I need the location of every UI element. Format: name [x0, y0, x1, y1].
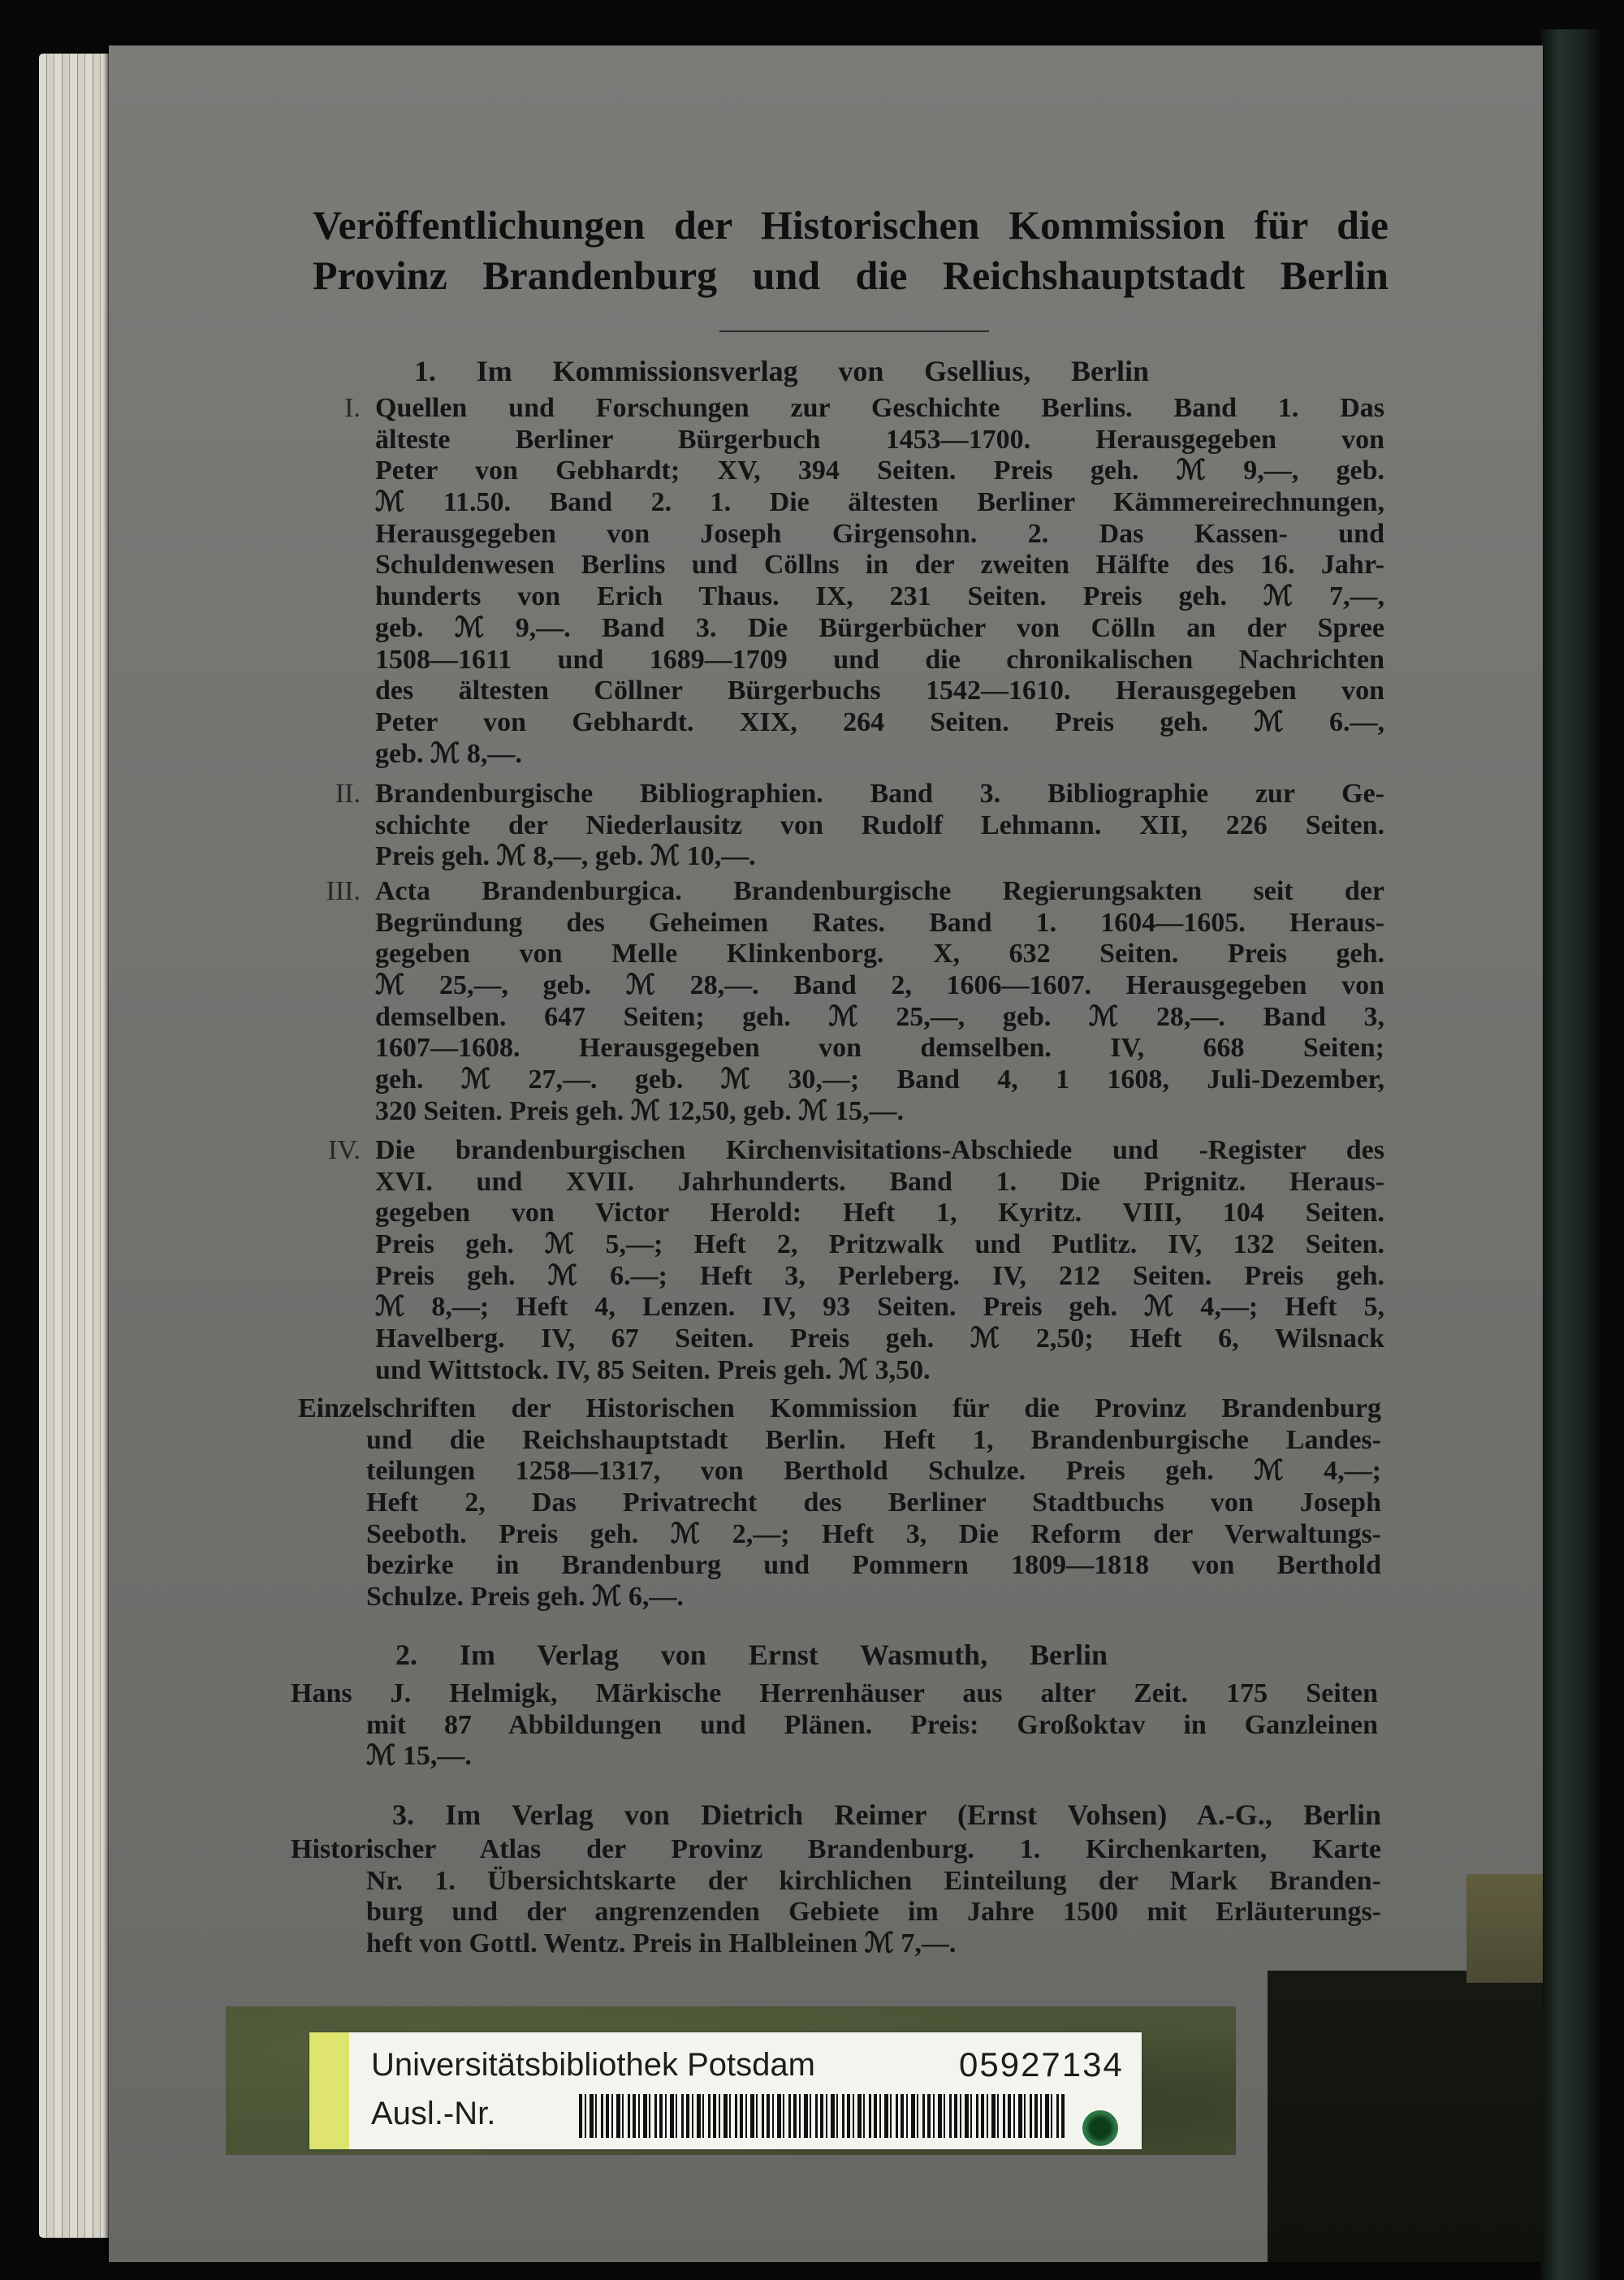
text-line: Quellen und Forschungen zur Geschichte Berlins. Band 1. Das: [375, 393, 1384, 423]
catalog-number: 05927134: [959, 2045, 1124, 2084]
spine-binding: [1541, 29, 1600, 2280]
text-line: schichte der Niederlausitz von Rudolf Lehmann. XII, 226 Seiten.: [375, 810, 1384, 840]
text-line: des ältesten Cöllner Bürgerbuchs 1542—1610. Herausgegeben von: [375, 676, 1384, 706]
text-line: Die brandenburgischen Kirchenvisitations-Abschiede und -Register des: [375, 1135, 1384, 1165]
text-line: Herausgegeben von Joseph Girgensohn. 2. Das Kassen- und: [375, 518, 1384, 549]
historischer-atlas-entry: [291, 1834, 1381, 1960]
text-line: hunderts von Erich Thaus. IX, 231 Seiten. Preis geh. ℳ 7,—,: [375, 581, 1384, 612]
text-line: Seeboth. Preis geh. ℳ 2,—; Heft 3, Die Reform der Verwaltungs-: [366, 1518, 1381, 1549]
text-line: burg und der angrenzenden Gebiete im Jahre 1500 mit Erläuterungs-: [366, 1897, 1381, 1928]
text-line: Preis geh. ℳ 6.—; Heft 3, Perleberg. IV, 212 Seiten. Preis geh.: [375, 1260, 1384, 1291]
series-title-line-2: Provinz Brandenburg und die Reichshauptstadt Berlin: [313, 253, 1389, 298]
publisher-heading-3-text: 3. Im Verlag von Dietrich Reimer (Ernst Vohsen) A.-G., Berlin: [392, 1799, 1381, 1831]
text-line: ℳ 8,—; Heft 4, Lenzen. IV, 93 Seiten. Preis geh. ℳ 4,—; Heft 5,: [375, 1292, 1384, 1323]
barcode-icon: [579, 2094, 1065, 2138]
helmigk-entry: [291, 1678, 1378, 1773]
text-line: Preis geh. ℳ 5,—; Heft 2, Pritzwalk und Putlitz. IV, 132 Seiten.: [375, 1229, 1384, 1260]
text-line: Schulze. Preis geh. ℳ 6,—.: [366, 1582, 684, 1613]
text-line: teilungen 1258—1317, von Berthold Schulze. Preis geh. ℳ 4,—;: [366, 1456, 1381, 1487]
text-line: und Wittstock. IV, 85 Seiten. Preis geh. ℳ 3,50.: [375, 1354, 931, 1385]
text-line: heft von Gottl. Wentz. Preis in Halbleinen ℳ 7,—.: [366, 1928, 957, 1959]
text-line: geb. ℳ 8,—.: [375, 738, 522, 769]
text-line: geb. ℳ 9,—. Band 3. Die Bürgerbücher von Cölln an der Spree: [375, 612, 1384, 643]
series-entry-iv: [328, 1135, 1384, 1387]
text-line: Peter von Gebhardt; XV, 394 Seiten. Preis geh. ℳ 9,—, geb.: [375, 456, 1384, 486]
series-entry-i: [344, 393, 1384, 770]
text-line: gegeben von Victor Herold: Heft 1, Kyritz. VIII, 104 Seiten.: [375, 1198, 1384, 1229]
text-line: Heft 2, Das Privatrecht des Berliner Stadtbuchs von Joseph: [366, 1488, 1381, 1518]
series-numeral: II.: [335, 779, 361, 809]
text-line: gegeben von Melle Klinkenborg. X, 632 Seiten. Preis geh.: [375, 939, 1384, 969]
text-line: 1607—1608. Herausgegeben von demselben. IV, 668 Seiten;: [375, 1033, 1384, 1064]
tape-strip: [1466, 1874, 1543, 1983]
series-numeral: I.: [344, 393, 361, 423]
series-title-line-1: Veröffentlichungen der Historischen Kommission für die: [313, 202, 1389, 248]
text-line: bezirke in Brandenburg und Pommern 1809—1818 von Berthold: [366, 1550, 1381, 1581]
label-color-strip: [309, 2032, 349, 2149]
text-line: 1508—1611 und 1689—1709 und die chronikalischen Nachrichten: [375, 644, 1384, 675]
publisher-heading-3: [392, 1799, 1381, 1831]
text-line: älteste Berliner Bürgerbuch 1453—1700. Herausgegeben von: [375, 424, 1384, 455]
text-line: Begründung des Geheimen Rates. Band 1. 1604—1605. Heraus-: [375, 907, 1384, 938]
text-line: Nr. 1. Übersichtskarte der kirchlichen Einteilung der Mark Branden-: [366, 1865, 1381, 1896]
publisher-heading-2-text: 2. Im Verlag von Ernst Wasmuth, Berlin: [395, 1639, 1108, 1671]
publisher-heading-1: [414, 356, 1149, 387]
library-label: [309, 2032, 1142, 2149]
text-line: XVI. und XVII. Jahrhunderts. Band 1. Die Prignitz. Heraus-: [375, 1166, 1384, 1197]
text-line: 320 Seiten. Preis geh. ℳ 12,50, geb. ℳ 15,—.: [375, 1095, 904, 1126]
series-numeral: III.: [326, 876, 361, 906]
dark-corner-patch: [1268, 1971, 1543, 2262]
series-title: [313, 200, 1389, 300]
text-line: ℳ 25,—, geb. ℳ 28,—. Band 2, 1606—1607. Herausgegeben von: [375, 970, 1384, 1001]
text-line: Historischer Atlas der Provinz Brandenburg. 1. Kirchenkarten, Karte: [291, 1834, 1381, 1864]
text-line: Brandenburgische Bibliographien. Band 3. Bibliographie zur Ge-: [375, 779, 1384, 809]
text-line: geh. ℳ 27,—. geb. ℳ 30,—; Band 4, 1 1608, Juli-Dezember,: [375, 1064, 1384, 1095]
title-divider: [719, 330, 989, 332]
text-line: und die Reichshauptstadt Berlin. Heft 1, Brandenburgische Landes-: [366, 1424, 1381, 1455]
ausl-nr-label: Ausl.-Nr.: [371, 2096, 496, 2131]
publisher-heading-1-text: 1. Im Kommissionsverlag von Gsellius, Berlin: [414, 356, 1149, 387]
text-line: Einzelschriften der Historischen Kommission für die Provinz Brandenburg: [298, 1393, 1381, 1423]
series-numeral: IV.: [328, 1135, 361, 1165]
text-line: Hans J. Helmigk, Märkische Herrenhäuser aus alter Zeit. 175 Seiten: [291, 1678, 1378, 1708]
text-line: Schuldenwesen Berlins und Cöllns in der zweiten Hälfte des 16. Jahr-: [375, 550, 1384, 581]
publisher-heading-2: [395, 1639, 1108, 1671]
text-line: ℳ 11.50. Band 2. 1. Die ältesten Berliner Kämmereirechnungen,: [375, 487, 1384, 518]
text-line: Preis geh. ℳ 8,—, geb. ℳ 10,—.: [375, 841, 756, 872]
library-name: Universitätsbibliothek Potsdam: [371, 2047, 815, 2083]
text-line: demselben. 647 Seiten; geh. ℳ 25,—, geb. ℳ 28,—. Band 3,: [375, 1001, 1384, 1032]
green-dot-icon: [1082, 2110, 1118, 2146]
text-line: ℳ 15,—.: [366, 1741, 472, 1772]
text-line: mit 87 Abbildungen und Plänen. Preis: Großoktav in Ganzleinen: [366, 1709, 1378, 1740]
series-entry-ii: [335, 779, 1384, 873]
text-line: Acta Brandenburgica. Brandenburgische Regierungsakten seit der: [375, 876, 1384, 906]
series-entry-iii: [326, 876, 1384, 1128]
einzelschriften-entry: [298, 1393, 1381, 1613]
text-line: Peter von Gebhardt. XIX, 264 Seiten. Preis geh. ℳ 6.—,: [375, 706, 1384, 737]
text-line: Havelberg. IV, 67 Seiten. Preis geh. ℳ 2,50; Heft 6, Wilsnack: [375, 1324, 1384, 1354]
